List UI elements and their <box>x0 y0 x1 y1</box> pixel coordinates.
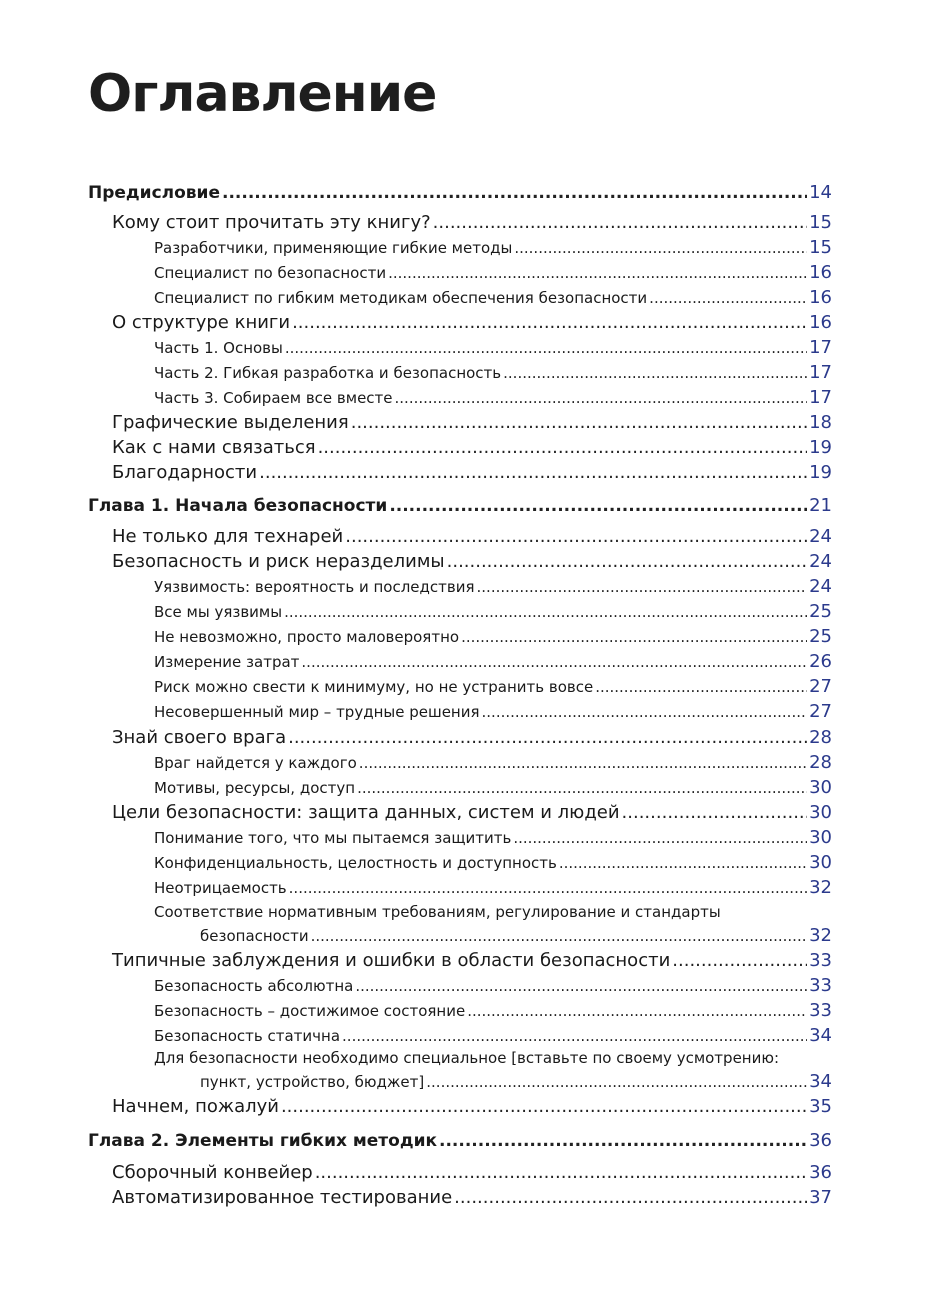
dot-leader <box>351 412 807 433</box>
toc-entry-title-line: Для безопасности необходимо специальное [вставьте по своему усмотрению: <box>154 1049 780 1067</box>
toc-entry-row <box>112 551 832 572</box>
toc-entry-title: Неотрицаемость <box>154 879 287 897</box>
dot-leader <box>222 183 807 203</box>
toc-entry-title: Часть 3. Собираем все вместе <box>154 389 393 407</box>
toc-entry[interactable] <box>0 491 945 516</box>
toc-entry[interactable] <box>0 178 945 203</box>
toc-entry-page-number: 16 <box>809 312 832 333</box>
dot-leader <box>433 212 807 233</box>
toc-entry-row <box>88 495 832 516</box>
toc-entry-row <box>154 752 832 773</box>
toc-entry-title: Часть 1. Основы <box>154 339 283 357</box>
dot-leader <box>649 289 807 307</box>
toc-entry-row <box>154 601 832 622</box>
toc-entry-title: Кому стоит прочитать эту книгу? <box>112 212 431 233</box>
toc-entry-page-number: 19 <box>809 462 832 483</box>
dot-leader <box>318 437 808 458</box>
toc-entry-row <box>88 182 832 203</box>
toc-entry-row <box>112 462 832 483</box>
toc-entry-page-number: 30 <box>809 827 832 848</box>
toc-entry-page-number: 15 <box>809 212 832 233</box>
toc-entry-row <box>154 777 832 798</box>
toc-entry-page-number: 28 <box>809 727 832 748</box>
toc-entry-page-number: 27 <box>809 701 832 722</box>
toc-entry-page-number: 24 <box>809 551 832 572</box>
toc-entry-page-number: 21 <box>809 495 832 516</box>
dot-leader <box>311 927 807 945</box>
toc-entry-title: Конфиденциальность, целостность и доступность <box>154 854 557 872</box>
toc-entry-title: Риск можно свести к минимуму, но не устранить вовсе <box>154 678 594 696</box>
toc-entry-page-number: 18 <box>809 412 832 433</box>
toc-entry-page-number: 34 <box>809 1071 832 1092</box>
dot-leader <box>345 526 807 547</box>
toc-entry[interactable] <box>0 522 945 547</box>
toc-entry-title: Разработчики, применяющие гибкие методы <box>154 239 513 257</box>
toc-entry[interactable] <box>0 903 945 946</box>
dot-leader <box>301 653 807 671</box>
toc-entry-title: Знай своего врага <box>112 727 287 748</box>
toc-entry[interactable] <box>0 1183 945 1208</box>
toc-entry-page-number: 30 <box>809 852 832 873</box>
dot-leader <box>513 829 807 847</box>
toc-entry-row <box>112 212 832 233</box>
toc-entry-row <box>112 950 832 971</box>
toc-entry-page-number: 36 <box>809 1162 832 1183</box>
toc-entry-title: Не только для технарей <box>112 526 344 547</box>
toc-entry-page-number: 25 <box>809 601 832 622</box>
toc-entry-title: Начнем, пожалуй <box>112 1096 279 1117</box>
toc-entry-row <box>154 237 832 258</box>
toc-entry-title: Часть 2. Гибкая разработка и безопасность <box>154 364 502 382</box>
toc-entry-row <box>154 262 832 283</box>
toc-entry-title: Цели безопасности: защита данных, систем и людей <box>112 802 620 823</box>
toc-entry[interactable] <box>0 383 945 408</box>
toc-entry[interactable] <box>0 1092 945 1117</box>
toc-entry-row <box>154 337 832 358</box>
toc-entry[interactable] <box>0 697 945 722</box>
toc-entry-page-number: 33 <box>809 975 832 996</box>
toc-entry-title: Автоматизированное тестирование <box>112 1187 453 1208</box>
toc-entry-title: Специалист по безопасности <box>154 264 387 282</box>
toc-entry-page-number: 17 <box>809 362 832 383</box>
toc-entry[interactable] <box>0 1158 945 1183</box>
toc-entry[interactable] <box>0 233 945 258</box>
dot-leader <box>284 603 807 621</box>
toc-entry-row <box>154 626 832 647</box>
toc-entry-row <box>154 676 832 697</box>
toc-entry-title: О структуре книги <box>112 312 291 333</box>
toc-entry[interactable] <box>0 547 945 572</box>
toc-entry[interactable] <box>0 408 945 433</box>
toc-entry-row <box>154 1000 832 1021</box>
toc-entry-row <box>154 387 832 408</box>
toc-entry-title: Безопасность и риск неразделимы <box>112 551 445 572</box>
toc-entry[interactable] <box>0 798 945 823</box>
toc-entry-page-number: 30 <box>809 802 832 823</box>
dot-leader <box>454 1187 807 1208</box>
toc-entry[interactable] <box>0 873 945 898</box>
dot-leader <box>281 1096 807 1117</box>
toc-entry-row <box>154 576 832 597</box>
toc-entry[interactable] <box>0 823 945 848</box>
toc-entry-page-number: 15 <box>809 237 832 258</box>
toc-entry-page-number: 16 <box>809 262 832 283</box>
toc-entry[interactable] <box>0 208 945 233</box>
toc-entry-title: Враг найдется у каждого <box>154 754 357 772</box>
toc-entry-row <box>200 1071 832 1092</box>
toc-entry-title: безопасности <box>200 927 309 945</box>
toc-entry-row <box>154 975 832 996</box>
toc-entry-title: Графические выделения <box>112 412 349 433</box>
toc-entry-row <box>154 701 832 722</box>
dot-leader <box>426 1073 807 1091</box>
toc-entry-page-number: 34 <box>809 1025 832 1046</box>
toc-entry[interactable] <box>0 773 945 798</box>
toc-entry-row <box>112 312 832 333</box>
toc-entry-page-number: 17 <box>809 337 832 358</box>
toc-entry-page-number: 30 <box>809 777 832 798</box>
toc-entry[interactable] <box>0 572 945 597</box>
toc-entry-title: Благодарности <box>112 462 258 483</box>
toc-entry[interactable] <box>0 597 945 622</box>
toc-entry-page-number: 16 <box>809 287 832 308</box>
toc-entry-row <box>112 1187 832 1208</box>
toc-entry-page-number: 28 <box>809 752 832 773</box>
dot-leader <box>285 339 807 357</box>
toc-entry-title: пункт, устройство, бюджет] <box>200 1073 425 1091</box>
toc-entry-title: Безопасность статична <box>154 1027 341 1045</box>
toc-entry-title-line: Соответствие нормативным требованиям, регулирование и стандарты <box>154 903 721 921</box>
dot-leader <box>289 879 807 897</box>
toc-entry-row <box>154 362 832 383</box>
toc-entry[interactable] <box>0 971 945 996</box>
toc-entry-row <box>154 877 832 898</box>
dot-leader <box>315 1162 807 1183</box>
toc-entry-title: Мотивы, ресурсы, доступ <box>154 779 356 797</box>
toc-entry-page-number: 32 <box>809 877 832 898</box>
toc-entry-row <box>154 1025 832 1046</box>
dot-leader <box>389 496 807 516</box>
toc-entry[interactable] <box>0 1021 945 1046</box>
dot-leader <box>622 802 808 823</box>
toc-entry-page-number: 37 <box>809 1187 832 1208</box>
toc-entry[interactable] <box>0 723 945 748</box>
dot-leader <box>288 727 807 748</box>
dot-leader <box>355 977 807 995</box>
dot-leader <box>461 628 807 646</box>
toc-entry-row <box>154 287 832 308</box>
toc-entry-row <box>112 802 832 823</box>
toc-entry-page-number: 19 <box>809 437 832 458</box>
toc-entry-title: Понимание того, что мы пытаемся защитить <box>154 829 512 847</box>
toc-entry-title: Измерение затрат <box>154 653 300 671</box>
toc-entry-page-number: 32 <box>809 925 832 946</box>
toc-entry[interactable] <box>0 458 945 483</box>
toc-entry[interactable] <box>0 946 945 971</box>
dot-leader <box>595 678 807 696</box>
toc-entry-row <box>88 1130 832 1151</box>
toc-entry[interactable] <box>0 333 945 358</box>
toc-entry-row <box>112 1162 832 1183</box>
toc-entry[interactable] <box>0 283 945 308</box>
toc-entry-title: Не невозможно, просто маловероятно <box>154 628 460 646</box>
dot-leader <box>439 1131 807 1151</box>
toc-entry[interactable] <box>0 258 945 283</box>
toc-entry[interactable] <box>0 672 945 697</box>
toc-entry-page-number: 25 <box>809 626 832 647</box>
toc-entry-row <box>154 651 832 672</box>
toc-entry-title: Глава 1. Начала безопасности <box>88 496 388 516</box>
toc-entry-title: Специалист по гибким методикам обеспечения безопасности <box>154 289 648 307</box>
dot-leader <box>477 578 808 596</box>
toc-entry-title: Глава 2. Элементы гибких методик <box>88 1131 438 1151</box>
toc-entry-title: Несовершенный мир – трудные решения <box>154 703 480 721</box>
dot-leader <box>292 312 807 333</box>
dot-leader <box>514 239 807 257</box>
toc-entry-page-number: 35 <box>809 1096 832 1117</box>
toc-entry[interactable] <box>0 1049 945 1092</box>
toc-entry-title: Уязвимость: вероятность и последствия <box>154 578 475 596</box>
toc-entry-title: Безопасность – достижимое состояние <box>154 1002 466 1020</box>
dot-leader <box>672 950 807 971</box>
toc-entry[interactable] <box>0 996 945 1021</box>
toc-entry-page-number: 14 <box>809 182 832 203</box>
toc-entry-page-number: 24 <box>809 526 832 547</box>
toc-entry[interactable] <box>0 433 945 458</box>
page-title: Оглавление <box>88 64 437 124</box>
dot-leader <box>395 389 808 407</box>
toc-entry-row <box>112 727 832 748</box>
toc-entry-title: Предисловие <box>88 183 220 203</box>
toc-entry-title: Безопасность абсолютна <box>154 977 354 995</box>
toc-entry-page-number: 24 <box>809 576 832 597</box>
toc-entry-row <box>154 852 832 873</box>
toc-entry-title: Сборочный конвейер <box>112 1162 313 1183</box>
toc-entry-page-number: 33 <box>809 1000 832 1021</box>
toc-entry-row <box>112 437 832 458</box>
toc-entry[interactable] <box>0 848 945 873</box>
dot-leader <box>503 364 807 382</box>
toc-entry[interactable] <box>0 358 945 383</box>
dot-leader <box>357 779 807 797</box>
toc-entry-row <box>200 925 832 946</box>
toc-entry[interactable] <box>0 748 945 773</box>
dot-leader <box>342 1027 807 1045</box>
toc-entry[interactable] <box>0 308 945 333</box>
toc-entry-page-number: 27 <box>809 676 832 697</box>
toc-entry-page-number: 26 <box>809 651 832 672</box>
dot-leader <box>259 462 807 483</box>
toc-entry-title: Как с нами связаться <box>112 437 316 458</box>
toc-entry[interactable] <box>0 622 945 647</box>
dot-leader <box>482 703 808 721</box>
dot-leader <box>559 854 807 872</box>
toc-entry-row <box>154 827 832 848</box>
dot-leader <box>467 1002 807 1020</box>
dot-leader <box>388 264 807 282</box>
dot-leader <box>447 551 807 572</box>
dot-leader <box>359 754 807 772</box>
toc-entry-page-number: 17 <box>809 387 832 408</box>
toc-entry-page-number: 33 <box>809 950 832 971</box>
toc-entry[interactable] <box>0 1126 945 1151</box>
toc-entry[interactable] <box>0 647 945 672</box>
toc-entry-page-number: 36 <box>809 1130 832 1151</box>
toc-entry-title: Типичные заблуждения и ошибки в области безопасности <box>112 950 671 971</box>
toc-entry-row <box>112 1096 832 1117</box>
toc-entry-row <box>112 526 832 547</box>
toc-entry-title: Все мы уязвимы <box>154 603 283 621</box>
toc-entry-row <box>112 412 832 433</box>
